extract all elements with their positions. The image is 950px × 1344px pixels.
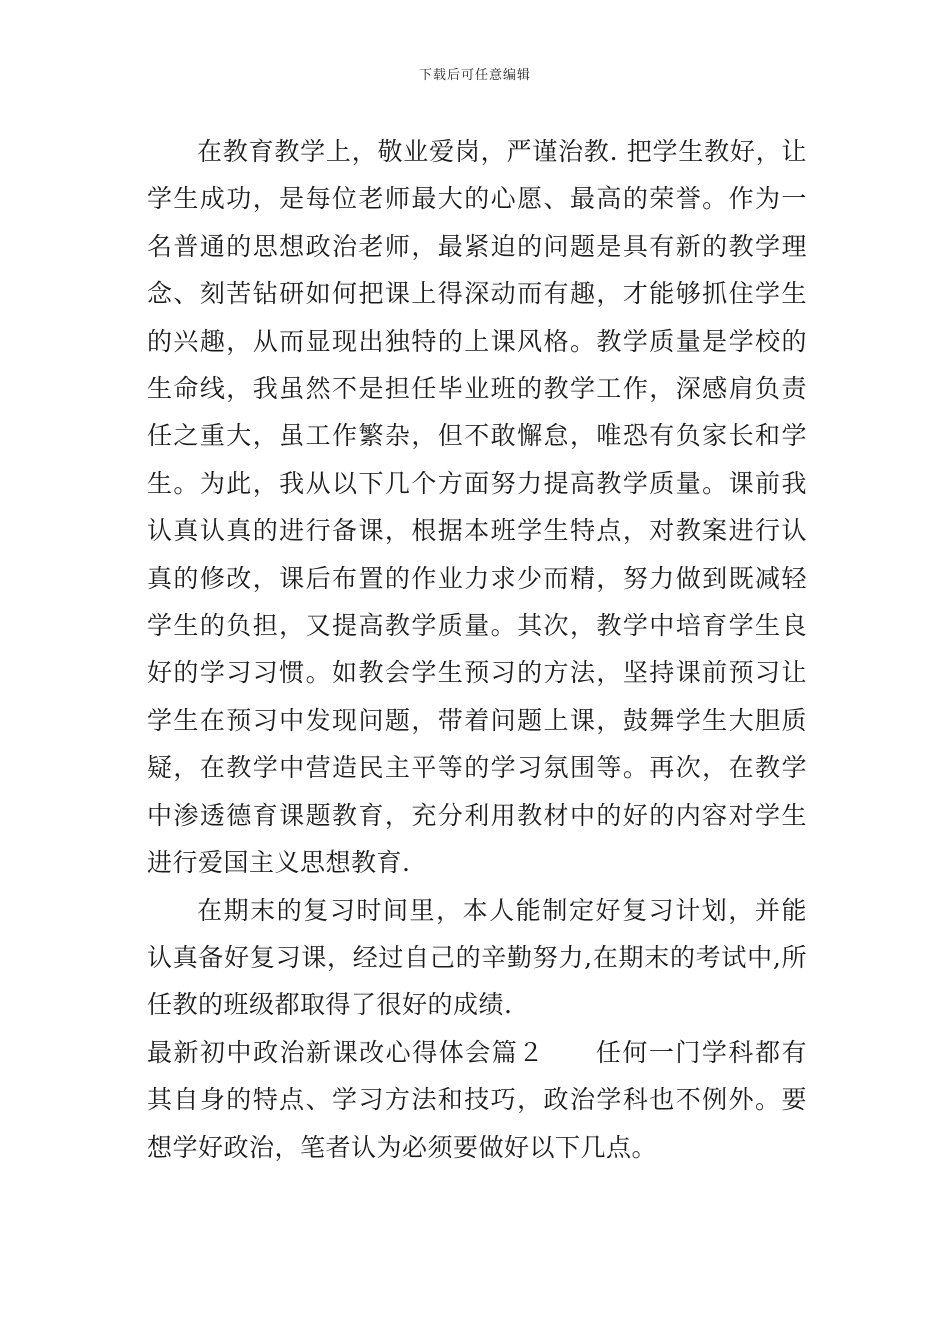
page-header: 下载后可任意编辑 [418, 68, 531, 83]
paragraph-teaching: 在教育教学上，敬业爱岗，严谨治教. 把学生教好，让学生成功，是每位老师最大的心愿、最高的荣誉。作为一名普通的思想政治老师，最紧迫的问题是具有新的教学理念、刻苦钻研如何把课上得深动而有趣，才能够抓住学生的兴趣，从而显现出独特的上课风格。教学质量是学校的生命线，我虽然不是担任毕业班的教学工作，深感肩负责任之重大，虽工作繁杂，但不敢懈怠，唯恐有负家长和学生。为此，我从以下几个方面努力提高教学质量。课前我认真认真的进行备课，根据本班学生特点，对教案进行认真的修改，课后布置的作业力求少而精，努力做到既减轻学生的负担，又提高教学质量。其次，教学中培育学生良好的学习习惯。如教会学生预习的方法，坚持课前预习让学生在预习中发现问题，带着问题上课，鼓舞学生大胆质疑，在教学中营造民主平等的学习氛围等。再次，在教学中渗透德育课题教育，充分利用教材中的好的内容对学生进行爱国主义思想教育. [147, 137, 807, 878]
section-body: 任何一门学科都有其自身的特点、学习方法和技巧，政治学科也不例外。要想学好政治，笔者认为必须要做好以下几点。 [147, 1037, 807, 1162]
paragraph-section-2 [147, 1029, 807, 1171]
section-title: 最新初中政治新课改心得体会篇２ [147, 1037, 545, 1067]
document-body [147, 128, 807, 1171]
paragraph-review: 在期末的复习时间里，本人能制定好复习计划，并能认真备好复习课，经过自己的辛勤努力,在期末的考试中,所任教的班级都取得了很好的成绩. [147, 895, 807, 1020]
